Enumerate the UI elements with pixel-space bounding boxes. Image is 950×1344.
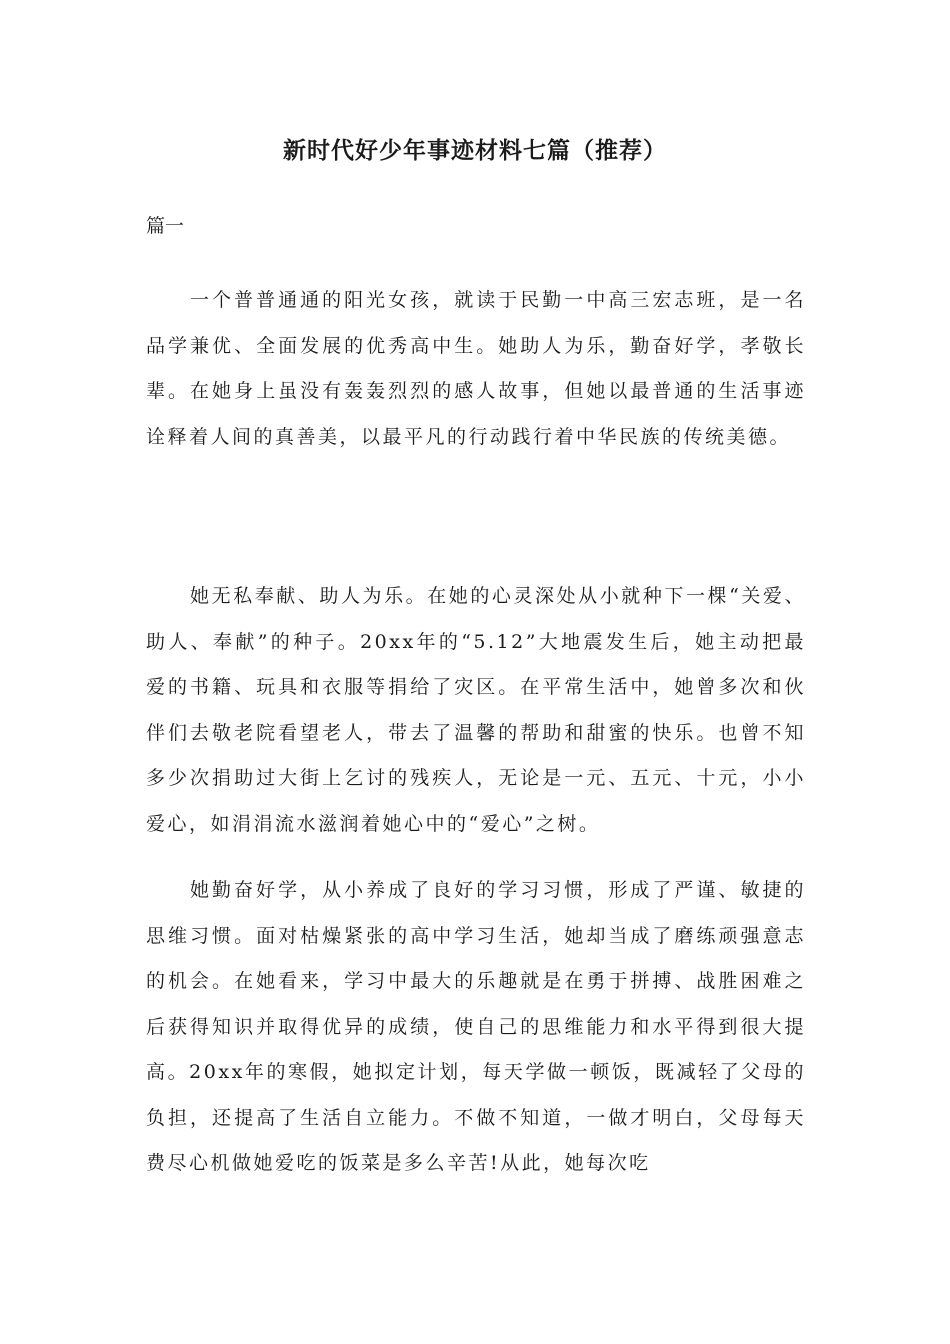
- section-label: 篇一: [146, 215, 185, 237]
- document-title: 新时代好少年事迹材料七篇（推荐）: [283, 138, 667, 164]
- paragraph: 她勤奋好学，从小养成了良好的学习习惯，形成了严谨、敏捷的思维习惯。面对枯燥紧张的高中学习生活，她却当成了磨练顽强意志的机会。在她看来，学习中最大的乐趣就是在勇于拼搏、战胜困难之后获得知识并取得优异的成绩，使自己的思维能力和水平得到很大提高。20xx年的寒假，她拟定计划，每天学做一顿饭，既减轻了父母的负担，还提高了生活自立能力。不做不知道，一做才明白，父母每天费尽心机做她爱吃的饭菜是多么辛苦!从此，她每次吃: [146, 879, 806, 1174]
- paragraph: 一个普普通通的阳光女孩，就读于民勤一中高三宏志班，是一名品学兼优、全面发展的优秀高中生。她助人为乐，勤奋好学，孝敬长辈。在她身上虽没有轰轰烈烈的感人故事，但她以最普通的生活事迹诠释着人间的真善美，以最平凡的行动践行着中华民族的传统美德。: [146, 289, 806, 448]
- paragraph: 她无私奉献、助人为乐。在她的心灵深处从小就种下一棵“关爱、助人、奉献”的种子。20xx年的“5.12”大地震发生后，她主动把最爱的书籍、玩具和衣服等捐给了灾区。在平常生活中，她曾多次和伙伴们去敬老院看望老人，带去了温馨的帮助和甜蜜的快乐。也曾不知多少次捐助过大街上乞讨的残疾人，无论是一元、五元、十元，小小爱心，如涓涓流水滋润着她心中的“爱心”之树。: [146, 585, 806, 835]
